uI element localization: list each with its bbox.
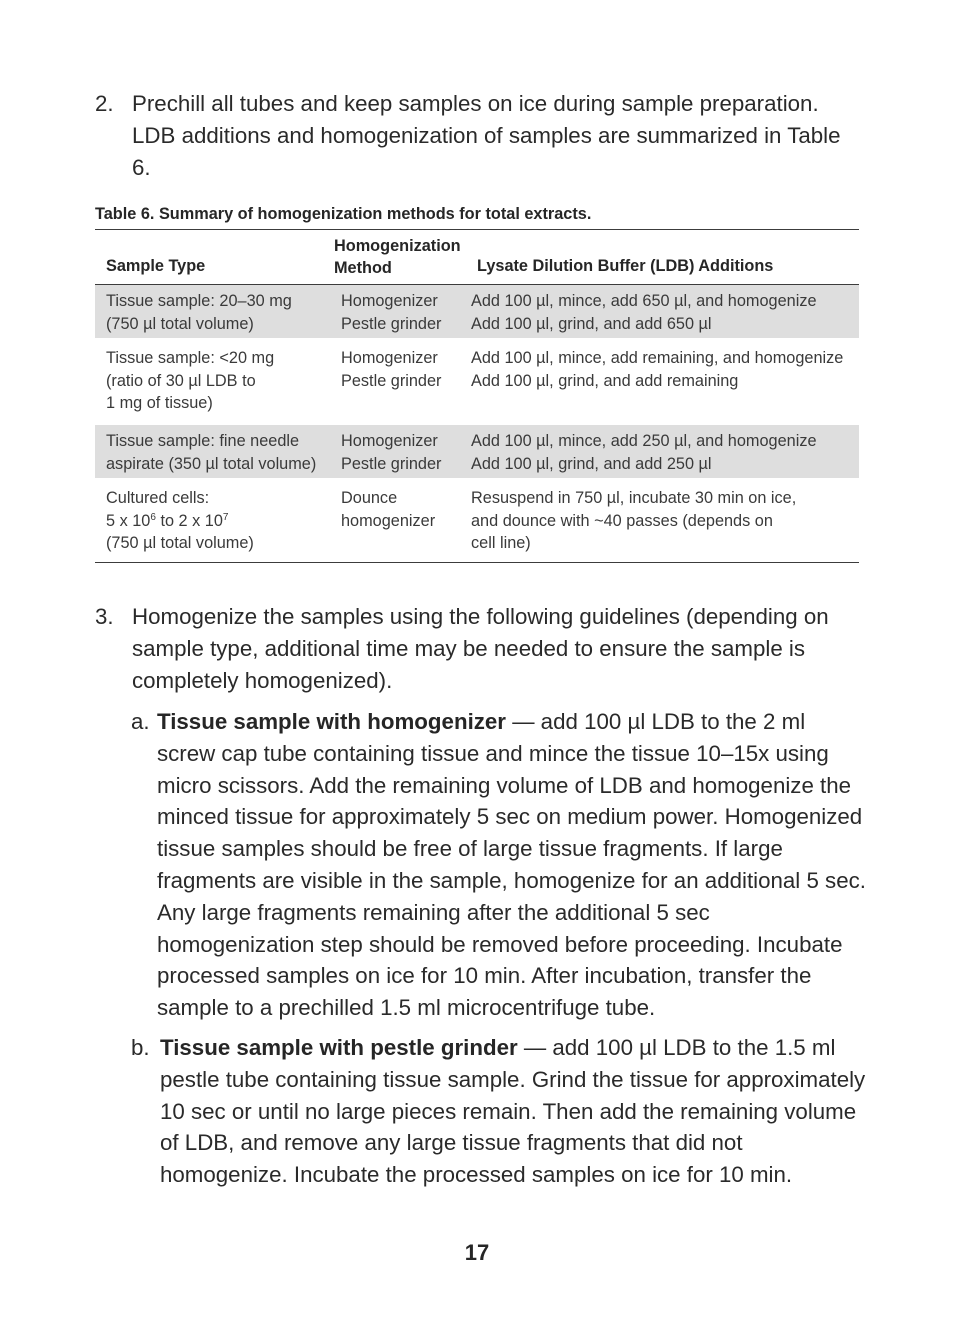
cell-line: Resuspend in 750 µl, incubate 30 min on ice, [471, 489, 797, 507]
cell-sample-type [106, 290, 338, 335]
cell-ldb-additions [471, 430, 863, 475]
substep-title: Tissue sample with homogenizer [157, 709, 506, 734]
header-method: Homogenization Method [334, 237, 461, 277]
cell-sample-type [106, 487, 338, 555]
cell-line: aspirate (350 µl total volume) [106, 454, 317, 473]
header-sample-type: Sample Type [106, 257, 206, 275]
cell-line: cell line) [471, 534, 531, 553]
cell-text: to 2 x 10 [155, 511, 223, 530]
step-number: 2. [95, 91, 114, 116]
cell-sample-type [106, 347, 338, 415]
table-caption: Table 6. Summary of homogenization methods for total extracts. [95, 205, 592, 223]
cell-line: (750 µl total volume) [106, 314, 254, 333]
cell-line [106, 510, 338, 533]
cell-line: Pestle grinder [341, 454, 442, 473]
cell-line: Dounce [341, 489, 398, 507]
cell-method [341, 487, 469, 532]
substep-body: — add 100 µl LDB to the 2 ml screw cap tube containing tissue and mince the tissue 10–15x using micro scissors. Add the remaining volume of LDB and homogenize the minced tissue for approximately 5 sec on medium power. Homogenized tissue samples should be free of large tissue fragments. If large fragments are visible in the sample, homogenize for an additional 5 sec. Any large fragments remaining after the additional 5 sec homogenization step should be removed before proceeding. Incubate processed samples on ice for 10 min. After incubation, transfer the sample to a prechilled 1.5 ml microcentrifuge tube. [157, 709, 866, 1021]
substep-label: a. [131, 709, 150, 734]
cell-line: Cultured cells: [106, 489, 210, 507]
table-row [95, 285, 859, 338]
cell-ldb-additions [471, 487, 863, 555]
table-row [95, 425, 859, 478]
cell-line: Add 100 µl, mince, add 650 µl, and homogenize [471, 292, 817, 310]
step-number: 3. [95, 604, 114, 629]
cell-method [341, 347, 469, 392]
cell-line: Tissue sample: fine needle [106, 432, 300, 450]
cell-line: homogenizer [341, 511, 436, 530]
cell-ldb-additions [471, 347, 863, 392]
cell-line: and dounce with ~40 passes (depends on [471, 511, 773, 530]
cell-line: 1 mg of tissue) [106, 394, 213, 413]
table-row [95, 342, 859, 425]
cell-line: Add 100 µl, mince, add 250 µl, and homogenize [471, 432, 817, 450]
cell-line: Tissue sample: <20 mg [106, 349, 275, 367]
cell-ldb-additions [471, 290, 863, 335]
cell-method [341, 290, 469, 335]
cell-line: Add 100 µl, grind, and add 650 µl [471, 314, 712, 333]
step-text: Homogenize the samples using the following guidelines (depending on sample type, additional time may be needed to ensure the sample is completely homogenized). [132, 604, 829, 693]
substep-a [131, 706, 866, 1024]
cell-sample-type [106, 430, 338, 475]
substep-title: Tissue sample with pestle grinder [160, 1035, 518, 1060]
step-text: Prechill all tubes and keep samples on ice during sample preparation. LDB additions and homogenization of samples are summarized in Table 6. [132, 91, 841, 180]
table-row [95, 482, 859, 562]
substep-text [160, 1032, 866, 1191]
page-number: 17 [464, 1240, 490, 1265]
substep-text [157, 706, 866, 1024]
cell-line: Pestle grinder [341, 314, 442, 333]
exponent: 6 [150, 511, 156, 523]
homogenization-table [95, 229, 859, 563]
cell-line: (ratio of 30 µl LDB to [106, 371, 256, 390]
exponent: 7 [222, 511, 229, 523]
cell-method [341, 430, 469, 475]
table-header-row [95, 230, 859, 285]
cell-line: Add 100 µl, grind, and add remaining [471, 371, 739, 390]
cell-line: Add 100 µl, grind, and add 250 µl [471, 454, 712, 473]
cell-line: Tissue sample: 20–30 mg [106, 292, 292, 310]
step-3 [95, 601, 865, 697]
substep-body: — add 100 µl LDB to the 1.5 ml pestle tube containing tissue sample. Grind the tissue for approximately 10 sec or until no large pieces remain. Then add the remaining volume of LDB, and remove any large tissue fragments that did not homogenize. Incubate the processed samples on ice for 10 min. [160, 1035, 866, 1188]
cell-line: Pestle grinder [341, 371, 442, 390]
cell-line: Add 100 µl, mince, add remaining, and homogenize [471, 349, 844, 367]
step-2 [95, 88, 865, 184]
cell-line: (750 µl total volume) [106, 534, 254, 553]
substep-label: b. [131, 1035, 150, 1060]
cell-text: 5 x 10 [106, 511, 151, 530]
header-ldb-additions: Lysate Dilution Buffer (LDB) Additions [477, 257, 774, 275]
cell-line: Homogenizer [341, 349, 438, 367]
substep-b [131, 1032, 866, 1191]
cell-line: Homogenizer [341, 292, 438, 310]
cell-line: Homogenizer [341, 432, 438, 450]
